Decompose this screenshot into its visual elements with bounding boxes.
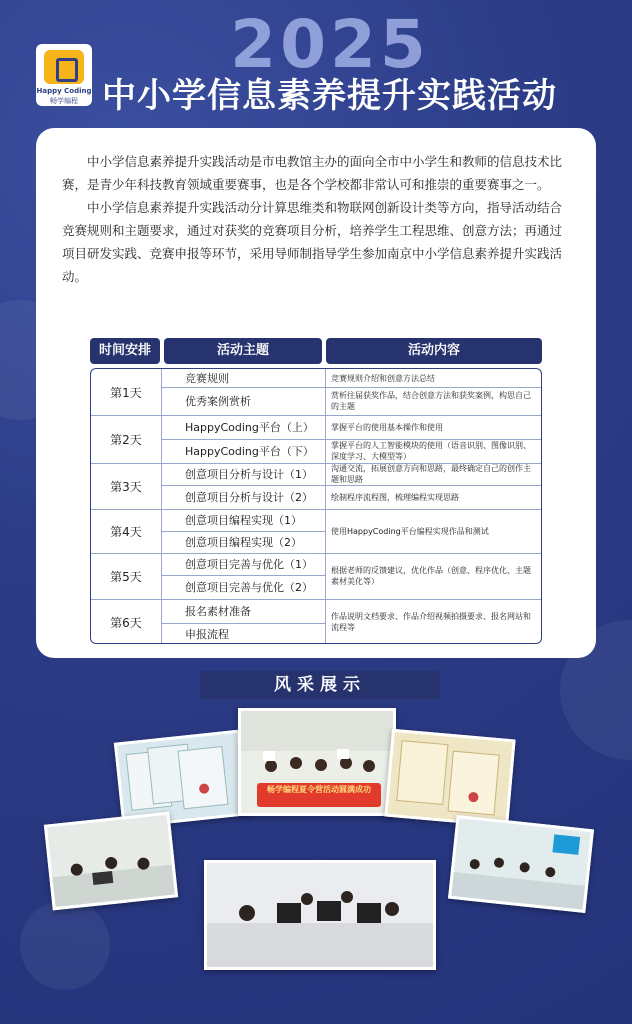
topic-cell: 优秀案例赏析 bbox=[185, 395, 251, 408]
topic-cell: 创意项目编程实现（2） bbox=[185, 536, 302, 549]
topic-cell: 创意项目分析与设计（2） bbox=[185, 491, 313, 504]
certificates-right-image bbox=[388, 732, 513, 824]
topic-cell: 报名素材准备 bbox=[185, 605, 251, 618]
content-cell: 沟通交流，拓展创意方向和思路，最终确定自己的创作主题和思路 bbox=[331, 464, 531, 484]
content-cell: 绘制程序流程图，梳理编程实现思路 bbox=[331, 492, 459, 502]
classroom-left-image bbox=[47, 815, 175, 907]
content-cell: 掌握平台的使用基本操作和使用 bbox=[331, 422, 443, 432]
topic-cell: HappyCoding平台（下） bbox=[185, 445, 314, 458]
day-cell: 第1天 bbox=[110, 385, 142, 400]
topic-cell: 创意项目完善与优化（1） bbox=[185, 558, 313, 571]
topic-cell: 创意项目编程实现（1） bbox=[185, 514, 302, 527]
content-cell: 根据老师的反馈建议，优化作品（创意、程序优化、主题素材美化等） bbox=[331, 566, 531, 586]
topic-cell: 竞赛规则 bbox=[185, 372, 229, 385]
photo-computer-lab bbox=[204, 860, 436, 970]
schedule-table bbox=[90, 368, 542, 644]
logo-subtext: 畅学编程 bbox=[50, 97, 78, 105]
day-cell: 第5天 bbox=[110, 569, 142, 584]
page-title: 中小学信息素养提升实践活动 bbox=[102, 76, 557, 116]
background-bubble bbox=[20, 900, 110, 990]
content-cell: 赏析往届获奖作品，结合创意方法和获奖案例，构思自己的主题 bbox=[331, 391, 531, 411]
topic-cell: 创意项目完善与优化（2） bbox=[185, 581, 313, 594]
computer-lab-image bbox=[207, 863, 433, 967]
intro-text bbox=[62, 150, 570, 288]
photo-certificates bbox=[114, 730, 248, 829]
day-cell: 第6天 bbox=[110, 615, 142, 630]
banner-text: 畅学编程夏令营活动圆满成功 bbox=[267, 785, 371, 794]
day-cell: 第3天 bbox=[110, 479, 142, 494]
table-header-time: 时间安排 bbox=[90, 338, 160, 364]
topic-cell: 申报流程 bbox=[185, 628, 229, 641]
content-cell: 作品说明文档要求、作品介绍视频拍摄要求、报名网站和流程等 bbox=[331, 612, 531, 632]
table-header-content: 活动内容 bbox=[326, 338, 542, 364]
year-heading: 2025 bbox=[230, 6, 430, 83]
certificates-image bbox=[117, 733, 245, 825]
table-header-topic: 活动主题 bbox=[164, 338, 322, 364]
content-cell: 使用HappyCoding平台编程实现作品和测试 bbox=[331, 526, 489, 536]
group-photo-image bbox=[241, 711, 393, 813]
photo-certificates-right bbox=[384, 729, 515, 827]
happy-coding-logo bbox=[36, 44, 92, 106]
day-cell: 第2天 bbox=[110, 432, 142, 447]
intro-paragraph: 中小学信息素养提升实践活动分计算思维类和物联网创新设计类等方向，指导活动结合竞赛规则和主题要求，通过对获奖的竞赛项目分析，培养学生工程思维、创意方法；再通过项目研发实践、竞赛申报等环节，采用导师制指导学生参加南京中小学信息素养提升实践活动。 bbox=[62, 200, 563, 284]
topic-cell: 创意项目分析与设计（1） bbox=[185, 468, 313, 481]
photo-classroom-right bbox=[448, 815, 594, 913]
gallery-title: 风采展示 bbox=[200, 671, 440, 699]
photo-group-banner bbox=[238, 708, 396, 816]
topic-cell: HappyCoding平台（上） bbox=[185, 421, 314, 434]
content-cell: 竞赛规则介绍和创意方法总结 bbox=[331, 373, 435, 383]
content-cell: 掌握平台的人工智能模块的使用（语音识别、图像识别、深度学习、大模型等） bbox=[331, 441, 531, 461]
classroom-right-image bbox=[451, 818, 590, 909]
intro-paragraph: 中小学信息素养提升实践活动是市电教馆主办的面向全市中小学生和教师的信息技术比赛，是青少年科技教育领域重要赛事，也是各个学校都非常认可和推崇的重要赛事之一。 bbox=[62, 154, 563, 192]
photo-classroom-left bbox=[44, 812, 178, 911]
logo-text: Happy Coding bbox=[36, 87, 92, 95]
logo-icon bbox=[44, 50, 84, 84]
day-cell: 第4天 bbox=[110, 524, 142, 539]
